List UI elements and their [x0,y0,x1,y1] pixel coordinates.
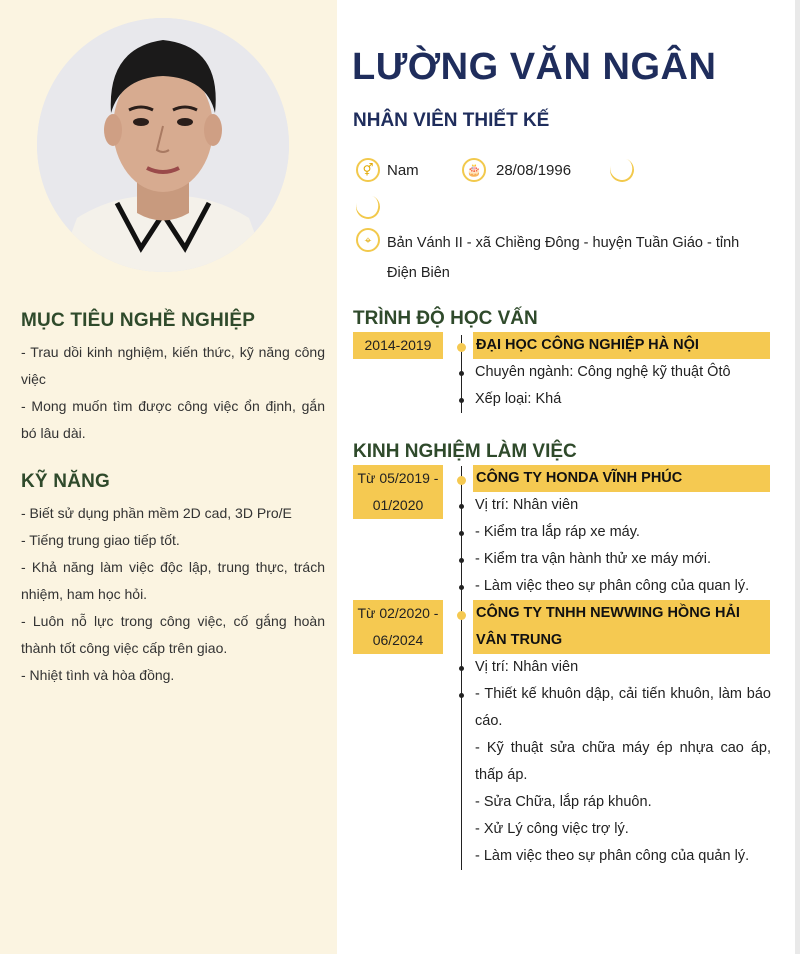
skill-item: - Nhiệt tình và hòa đồng. [21,667,175,683]
map-icon: ⌖ [356,228,380,252]
objective-item: - Mong muốn tìm được công việc ổn định, gắn bó lâu dài. [21,398,325,441]
objective-item: - Trau dồi kinh nghiệm, kiến thức, kỹ năng công việc [21,344,325,387]
job-detail: - Kiểm tra lắp ráp xe máy. [475,524,640,540]
job-title: NHÂN VIÊN THIẾT KẾ [353,110,550,131]
company-name: CÔNG TY TNHH NEWWING HỒNG HẢI VÂN TRUNG [473,600,770,654]
skill-item: - Tiếng trung giao tiếp tốt. [21,532,180,548]
timeline-dot [459,585,464,590]
company-name: CÔNG TY HONDA VĨNH PHÚC [473,465,770,492]
skills-heading: KỸ NĂNG [21,471,111,492]
timeline-dot [457,476,466,485]
email-icon [353,192,384,223]
timeline-dot [459,558,464,563]
address-value: Bản Vánh II - xã Chiềng Đông - huyện Tuần Giáo - tỉnh Điện Biên [387,235,740,281]
birthday-cake-icon: 🎂 [462,158,486,182]
job-period: Từ 02/2020 - 06/2024 [353,600,443,654]
job-detail: - Thiết kế khuôn dập, cải tiến khuôn, làm báo cáo. [475,686,771,729]
candidate-name: LƯỜNG VĂN NGÂN [352,46,717,88]
objective-list [21,339,325,447]
timeline-dot [459,666,464,671]
job-detail: - Làm việc theo sự phân công của quan lý. [475,578,750,594]
timeline-dot [459,693,464,698]
education-heading: TRÌNH ĐỘ HỌC VẤN [353,308,538,329]
gender-icon: ⚥ [356,158,380,182]
timeline-dot [457,611,466,620]
gender-value: Nam [387,162,419,179]
skills-list [21,500,325,689]
phone-icon [607,155,638,186]
school-name: ĐẠI HỌC CÔNG NGHIỆP HÀ NỘI [473,332,770,359]
job-detail: - Xử Lý công việc trợ lý. [475,821,629,837]
education-detail: Chuyên ngành: Công nghệ kỹ thuật Ôtô [475,364,731,380]
skill-item: - Khả năng làm việc độc lập, trung thực, trách nhiệm, ham học hỏi. [21,559,325,602]
job-detail: Vị trí: Nhân viên [475,659,579,675]
skill-item: - Biết sử dụng phần mềm 2D cad, 3D Pro/E [21,505,292,521]
job-detail: - Kiểm tra vận hành thử xe máy mới. [475,551,711,567]
timeline-dot [459,398,464,403]
timeline-dot [459,504,464,509]
skill-item: - Luôn nỗ lực trong công việc, cố gắng hoàn thành tốt công việc cấp trên giao. [21,613,325,656]
sidebar [0,0,337,954]
education-detail: Xếp loại: Khá [475,391,562,407]
objective-heading: MỤC TIÊU NGHỀ NGHIỆP [21,310,256,331]
job-period: Từ 05/2019 - 01/2020 [353,465,443,519]
job-detail: - Kỹ thuật sửa chữa máy ép nhựa cao áp, thấp áp. [475,740,771,783]
experience-heading: KINH NGHIỆM LÀM VIỆC [353,441,577,462]
timeline-dot [459,371,464,376]
avatar [37,18,289,272]
job-detail: Vị trí: Nhân viên [475,497,579,513]
job-detail: - Làm việc theo sự phân công của quản lý. [475,848,750,864]
timeline-dot [459,531,464,536]
job-detail: - Sửa Chữa, lắp ráp khuôn. [475,794,652,810]
birthdate-value: 28/08/1996 [496,162,572,179]
timeline-dot [457,343,466,352]
education-period: 2014-2019 [353,332,443,359]
